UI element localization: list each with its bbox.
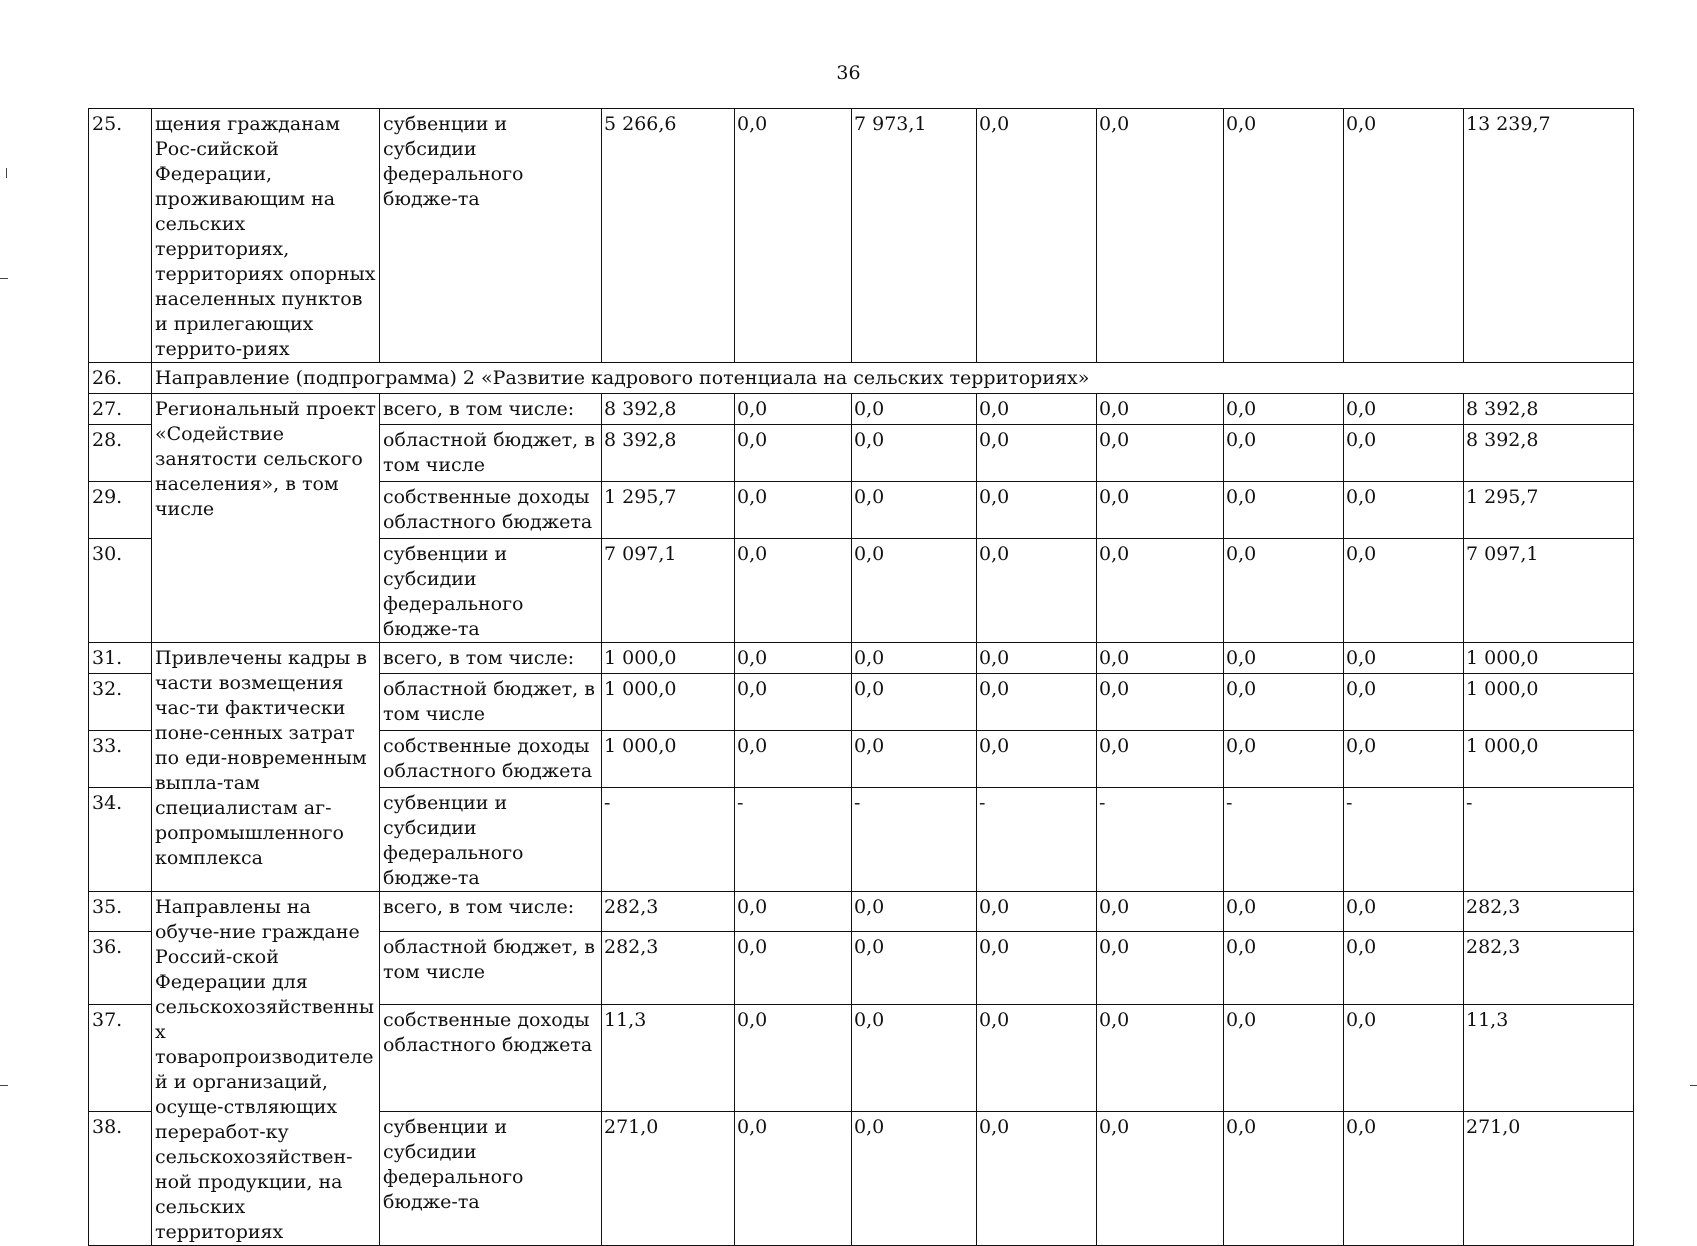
value-cell: 0,0 — [735, 643, 852, 674]
value-cell: 0,0 — [1224, 425, 1344, 482]
table-row — [89, 394, 1634, 425]
row-number: 36. — [89, 931, 152, 1004]
value-cell: 5 266,6 — [602, 109, 735, 363]
value-cell: - — [1344, 788, 1464, 892]
value-cell: 0,0 — [977, 731, 1097, 788]
value-cell: 0,0 — [852, 674, 977, 731]
value-cell: 0,0 — [1224, 539, 1344, 643]
value-cell: 0,0 — [1097, 892, 1224, 932]
row-source: собственные доходы областного бюджета — [380, 1005, 602, 1112]
row-source: всего, в том числе: — [380, 394, 602, 425]
row-source: областной бюджет, в том числе — [380, 931, 602, 1004]
value-cell: 0,0 — [1344, 931, 1464, 1004]
value-cell: 0,0 — [977, 425, 1097, 482]
value-cell: 0,0 — [977, 1112, 1097, 1246]
value-cell: 0,0 — [735, 394, 852, 425]
row-source: собственные доходы областного бюджета — [380, 731, 602, 788]
value-cell: 0,0 — [735, 1005, 852, 1112]
value-cell: 0,0 — [1224, 109, 1344, 363]
value-cell: 0,0 — [1344, 1112, 1464, 1246]
row-name: Направлены на обуче-ние граждане Россий-ской Федерации для сельскохозяйственных товаропроизводителей и организаций, осуще-ствляющих переработ-ку сельскохозяйствен-ной продукции, на сельских территориях — [152, 892, 380, 1246]
value-cell: 1 295,7 — [1464, 482, 1634, 539]
value-cell: 0,0 — [1097, 731, 1224, 788]
row-number: 29. — [89, 482, 152, 539]
row-number: 25. — [89, 109, 152, 363]
value-cell: 1 000,0 — [1464, 643, 1634, 674]
value-cell: 0,0 — [1224, 394, 1344, 425]
row-number: 26. — [89, 363, 152, 394]
value-cell: 0,0 — [1344, 425, 1464, 482]
value-cell: 0,0 — [735, 931, 852, 1004]
budget-table — [88, 108, 1634, 1246]
value-cell: 0,0 — [1344, 394, 1464, 425]
section-title: Направление (подпрограмма) 2 «Развитие кадрового потенциала на сельских территориях» — [152, 363, 1634, 394]
value-cell: 0,0 — [977, 1005, 1097, 1112]
value-cell: 0,0 — [735, 892, 852, 932]
value-cell: 0,0 — [1224, 892, 1344, 932]
value-cell: - — [977, 788, 1097, 892]
row-number: 30. — [89, 539, 152, 643]
section-row — [89, 363, 1634, 394]
value-cell: 0,0 — [1097, 109, 1224, 363]
value-cell: 0,0 — [852, 539, 977, 643]
value-cell: 11,3 — [602, 1005, 735, 1112]
row-source: всего, в том числе: — [380, 892, 602, 932]
value-cell: 11,3 — [1464, 1005, 1634, 1112]
row-number: 35. — [89, 892, 152, 932]
value-cell: 282,3 — [1464, 931, 1634, 1004]
value-cell: 0,0 — [1097, 643, 1224, 674]
value-cell: 7 973,1 — [852, 109, 977, 363]
value-cell: 1 000,0 — [602, 674, 735, 731]
value-cell: 1 000,0 — [602, 731, 735, 788]
value-cell: 1 000,0 — [1464, 674, 1634, 731]
value-cell: - — [1224, 788, 1344, 892]
row-number: 37. — [89, 1005, 152, 1112]
row-source: областной бюджет, в том числе — [380, 425, 602, 482]
value-cell: 0,0 — [1344, 109, 1464, 363]
row-name: щения гражданам Рос-сийской Федерации, проживающим на сельских территориях, территориях опорных населенных пунктов и прилегающих террито-риях — [152, 109, 380, 363]
value-cell: 0,0 — [977, 482, 1097, 539]
row-source: собственные доходы областного бюджета — [380, 482, 602, 539]
value-cell: 0,0 — [852, 1005, 977, 1112]
value-cell: 0,0 — [1097, 482, 1224, 539]
value-cell: 0,0 — [852, 1112, 977, 1246]
value-cell: 0,0 — [1224, 931, 1344, 1004]
value-cell: - — [1097, 788, 1224, 892]
value-cell: - — [1464, 788, 1634, 892]
row-number: 27. — [89, 394, 152, 425]
value-cell: 0,0 — [1097, 931, 1224, 1004]
value-cell: 0,0 — [977, 643, 1097, 674]
value-cell: 0,0 — [735, 109, 852, 363]
value-cell: 0,0 — [735, 674, 852, 731]
row-name: Привлечены кадры в части возмещения час-ти фактически поне-сенных затрат по еди-новременным выпла-там специалистам аг-ропромышленного комплекса — [152, 643, 380, 892]
table-row — [89, 109, 1634, 363]
value-cell: 0,0 — [735, 1112, 852, 1246]
value-cell: 0,0 — [977, 539, 1097, 643]
value-cell: 0,0 — [1344, 539, 1464, 643]
row-source: субвенции и субсидии федерального бюдже-та — [380, 109, 602, 363]
value-cell: 0,0 — [1097, 674, 1224, 731]
value-cell: 0,0 — [1097, 1112, 1224, 1246]
value-cell: 0,0 — [852, 643, 977, 674]
value-cell: 0,0 — [852, 892, 977, 932]
row-source: субвенции и субсидии федерального бюдже-та — [380, 1112, 602, 1246]
value-cell: 282,3 — [602, 931, 735, 1004]
value-cell: 0,0 — [852, 394, 977, 425]
value-cell: 1 295,7 — [602, 482, 735, 539]
value-cell: 0,0 — [852, 482, 977, 539]
value-cell: 8 392,8 — [1464, 394, 1634, 425]
value-cell: 0,0 — [1344, 643, 1464, 674]
value-cell: 0,0 — [1224, 482, 1344, 539]
value-cell: 0,0 — [1344, 1005, 1464, 1112]
scan-mark — [0, 278, 8, 279]
value-cell: 271,0 — [602, 1112, 735, 1246]
value-cell: 282,3 — [602, 892, 735, 932]
row-source: областной бюджет, в том числе — [380, 674, 602, 731]
value-cell: 0,0 — [852, 931, 977, 1004]
value-cell: 0,0 — [735, 539, 852, 643]
row-number: 28. — [89, 425, 152, 482]
value-cell: 282,3 — [1464, 892, 1634, 932]
value-cell: 0,0 — [977, 892, 1097, 932]
value-cell: 0,0 — [1344, 674, 1464, 731]
value-cell: 0,0 — [1344, 731, 1464, 788]
row-number: 34. — [89, 788, 152, 892]
row-name: Региональный проект «Содействие занятости сельского населения», в том числе — [152, 394, 380, 643]
value-cell: 1 000,0 — [602, 643, 735, 674]
row-number: 31. — [89, 643, 152, 674]
value-cell: 0,0 — [852, 731, 977, 788]
value-cell: 0,0 — [1097, 1005, 1224, 1112]
page-number: 36 — [836, 62, 861, 84]
value-cell: 0,0 — [1224, 1005, 1344, 1112]
value-cell: 0,0 — [977, 931, 1097, 1004]
scan-mark — [1690, 1085, 1697, 1086]
row-number: 32. — [89, 674, 152, 731]
value-cell: 0,0 — [1097, 394, 1224, 425]
value-cell: 8 392,8 — [602, 394, 735, 425]
value-cell: 0,0 — [977, 674, 1097, 731]
value-cell: 0,0 — [1224, 674, 1344, 731]
value-cell: 0,0 — [1224, 1112, 1344, 1246]
row-number: 38. — [89, 1112, 152, 1246]
value-cell: 0,0 — [1224, 731, 1344, 788]
value-cell: 0,0 — [852, 425, 977, 482]
value-cell: 0,0 — [1344, 892, 1464, 932]
value-cell: - — [735, 788, 852, 892]
value-cell: 1 000,0 — [1464, 731, 1634, 788]
value-cell: 0,0 — [977, 394, 1097, 425]
value-cell: 0,0 — [1224, 643, 1344, 674]
value-cell: 8 392,8 — [602, 425, 735, 482]
value-cell: 0,0 — [1344, 482, 1464, 539]
value-cell: 0,0 — [1097, 425, 1224, 482]
value-cell: 8 392,8 — [1464, 425, 1634, 482]
scan-mark — [6, 168, 7, 178]
value-cell: 0,0 — [1097, 539, 1224, 643]
row-number: 33. — [89, 731, 152, 788]
row-source: субвенции и субсидии федерального бюдже-та — [380, 539, 602, 643]
value-cell: 0,0 — [735, 731, 852, 788]
value-cell: 7 097,1 — [602, 539, 735, 643]
row-source: субвенции и субсидии федерального бюдже-та — [380, 788, 602, 892]
value-cell: - — [852, 788, 977, 892]
value-cell: 0,0 — [977, 109, 1097, 363]
value-cell: 0,0 — [735, 482, 852, 539]
value-cell: - — [602, 788, 735, 892]
table-row — [89, 643, 1634, 674]
value-cell: 0,0 — [735, 425, 852, 482]
value-cell: 271,0 — [1464, 1112, 1634, 1246]
value-cell: 7 097,1 — [1464, 539, 1634, 643]
scan-mark — [0, 1085, 8, 1086]
table-row — [89, 892, 1634, 932]
value-cell: 13 239,7 — [1464, 109, 1634, 363]
row-source: всего, в том числе: — [380, 643, 602, 674]
